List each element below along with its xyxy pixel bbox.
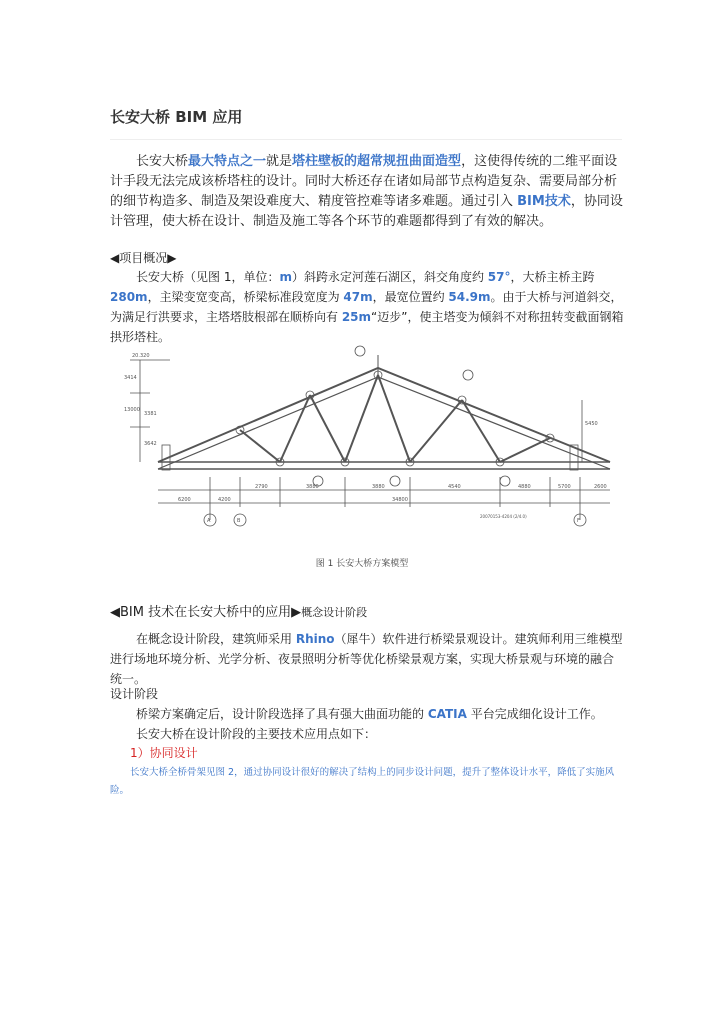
bim-heading-main: ◀BIM 技术在长安大桥中的应用▶: [110, 605, 302, 620]
left-dim-5: 3642: [144, 441, 157, 447]
axis-a: A: [207, 518, 211, 524]
dim-0: 6200: [178, 497, 191, 503]
left-dim-2: 3414: [124, 375, 137, 381]
intro-text-1: 长安大桥: [136, 154, 189, 169]
figure-caption: 图 1 长安大桥方案模型: [315, 559, 409, 569]
intro-highlight-2: 塔柱壁板的超常规扭曲面造型: [292, 154, 462, 169]
intro-text-2: 就是: [266, 154, 293, 169]
dim-3: 3880: [306, 484, 319, 490]
collab-text: 长安大桥全桥骨架见图 2，通过协同设计很好的解决了结构上的同步设计问题，提升了整体设计水平，降低了实施风险。: [110, 767, 615, 796]
overview-width: 47m: [343, 290, 373, 304]
axis-f: F: [577, 518, 580, 524]
left-dim-1: 20.320: [132, 353, 150, 359]
tech-points-line: 长安大桥在设计阶段的主要技术应用点如下：: [136, 727, 377, 741]
concept-paragraph: [110, 629, 624, 689]
bim-heading-sub: 概念设计阶段: [301, 606, 368, 619]
left-dim-4: 3381: [144, 411, 157, 417]
dim-1: 4200: [218, 497, 231, 503]
overview-unit: m: [279, 270, 292, 284]
collab-paragraph: [110, 764, 622, 800]
overview-span: 280m: [110, 290, 148, 304]
overview-text-b: ）斜跨永定河莲石湖区，斜交角度约: [291, 270, 488, 284]
dim-2: 2790: [255, 484, 268, 490]
overview-angle: 57°: [487, 270, 511, 284]
intro-highlight-3: BIM技术: [517, 194, 571, 209]
dim-4: 3880: [372, 484, 385, 490]
drawing-note: 20070153-4204 (2/4.0): [480, 514, 527, 519]
overview-step: 25m: [341, 310, 372, 324]
design-catia: CATIA: [427, 707, 467, 721]
intro-text-4: ，协同设计管理，使大桥在设计、制造及施工等各个环节的难题都得到了有效的解决。: [110, 194, 623, 229]
bim-heading: [110, 601, 367, 620]
dim-7: 5700: [558, 484, 571, 490]
design-stage-heading: 设计阶段: [110, 687, 159, 701]
dim-6: 4880: [518, 484, 531, 490]
concept-text-a: 在概念设计阶段，建筑师采用: [136, 632, 296, 646]
concept-text-b: （犀牛）软件进行桥梁景观设计。建筑师利用三维模型进行场地环境分析、光学分析、夜景照明分析等优化桥梁景观方案，实现大桥景观与环境的融合统一。: [110, 632, 623, 686]
dim-8: 2600: [594, 484, 607, 490]
item-collab-heading: 1）协同设计: [130, 746, 198, 760]
overview-text-g: “迈步”，使主塔变为倾斜不对称扭转变截面钢箱拱形塔柱。: [110, 310, 624, 344]
overview-text-a: 长安大桥（见图 1，单位：: [136, 270, 280, 284]
design-paragraph: [136, 705, 603, 722]
overview-text-f: 。由于大桥与河道斜交，为满足行洪要求，主塔塔肢根部在顺桥向有: [110, 290, 623, 324]
overview-text-c: ，大桥主桥主跨: [510, 270, 595, 284]
overview-heading: ◀项目概况▶: [110, 251, 177, 265]
truss-drawing: [110, 345, 622, 533]
overview-text-d: ，主梁变宽变高，桥梁标准段宽度为: [147, 290, 344, 304]
right-dim: 5450: [585, 421, 598, 427]
page-title: 长安大桥 BIM 应用: [110, 108, 243, 126]
intro-text-3: ，这使得传统的二维平面设计手段无法完成该桥塔柱的设计。同时大桥还存在诸如局部节点构造复杂、需要局部分析的细节构造多、制造及架设难度大、精度管控难等诸多难题。通过引入: [110, 154, 618, 209]
overview-maxwidth: 54.9m: [448, 290, 491, 304]
intro-highlight-1: 最大特点之一: [188, 154, 267, 169]
intro-paragraph: [110, 152, 624, 232]
concept-rhino: Rhino: [295, 632, 335, 646]
axis-b: B: [237, 518, 241, 524]
dim-total: 34800: [392, 497, 408, 503]
title-divider: [110, 139, 622, 140]
dim-5: 4540: [448, 484, 461, 490]
design-text-a: 桥梁方案确定后，设计阶段选择了具有强大曲面功能的: [136, 707, 428, 721]
overview-paragraph: [110, 267, 624, 347]
overview-text-e: ，最宽位置约: [372, 290, 449, 304]
design-text-b: 平台完成细化设计工作。: [466, 707, 603, 721]
left-dim-3: 13000: [124, 407, 140, 413]
